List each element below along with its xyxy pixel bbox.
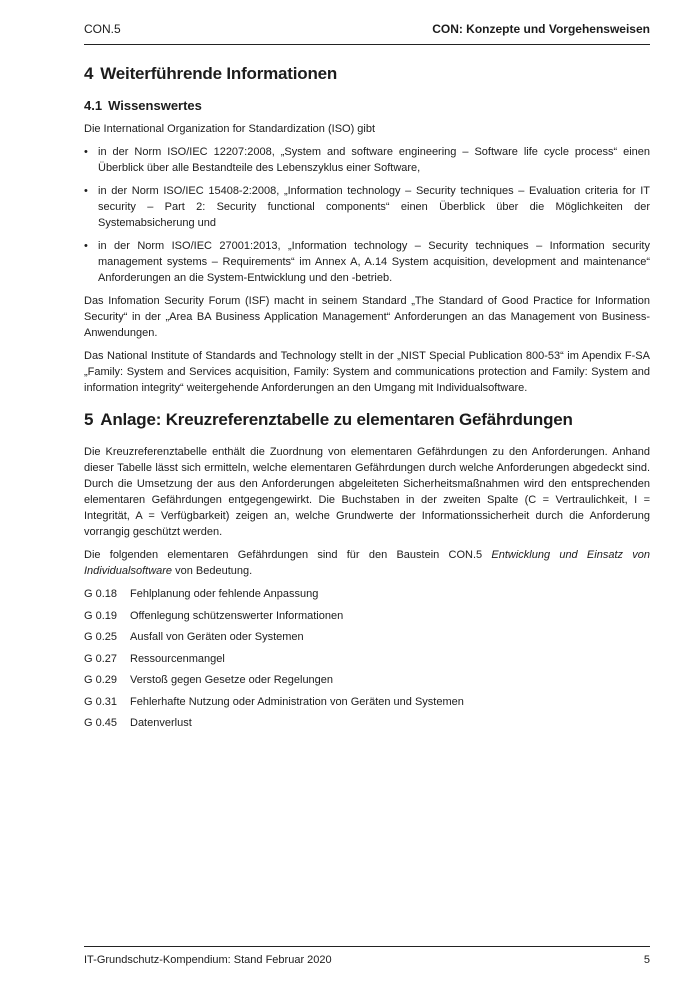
- iso-intro: Die International Organization for Standardization (ISO) gibt: [84, 123, 376, 135]
- threat-row: [84, 651, 650, 667]
- subsection-4-1-number: 4.1: [84, 98, 103, 113]
- relevant-threats-text-end: von Bedeutung.: [172, 565, 253, 577]
- threat-row: [84, 694, 650, 710]
- threat-label: Fehlplanung oder fehlende Anpassung: [130, 588, 319, 600]
- list-item: [84, 238, 650, 286]
- section-5-heading: [84, 410, 650, 430]
- threat-list: [84, 586, 650, 731]
- page-number: 5: [643, 954, 650, 966]
- bullet-icon: •: [84, 240, 88, 252]
- threat-row: [84, 608, 650, 624]
- header-chapter-title: CON: Konzepte und Vorgehensweisen: [432, 22, 650, 36]
- footer-edition: IT-Grundschutz-Kompendium: Stand Februar 2020: [84, 954, 332, 966]
- module-title-italic: Entwicklung und Einsatz von Individualsoftware: [84, 549, 650, 577]
- isf-paragraph: Das Infomation Security Forum (ISF) macht in seinem Standard „The Standard of Good Practice for Information Security“ in der „Area BA Business Application Management“ Anforderungen an das Management von Business-Anwendungen.: [84, 295, 650, 339]
- relevant-threats-paragraph: [84, 547, 650, 579]
- threat-label: Fehlerhafte Nutzung oder Administration von Geräten und Systemen: [130, 695, 464, 708]
- threat-label: Verstoß gegen Gesetze oder Regelungen: [130, 674, 334, 686]
- threat-label: Datenverlust: [130, 717, 192, 729]
- list-item-text: in der Norm ISO/IEC 15408-2:2008, „Information technology – Security techniques – Evaluation criteria for IT security – Part 2: Security functional components“ einen Überblick über die Möglichkeiten der Systemabsicherung und: [98, 185, 650, 229]
- threat-code: G 0.19: [84, 609, 118, 622]
- section-5-number: 5: [84, 410, 94, 429]
- section-4-heading: [84, 64, 650, 84]
- page-content: [84, 64, 650, 737]
- threat-code: G 0.29: [84, 674, 118, 686]
- list-item: [84, 144, 650, 176]
- nist-paragraph: Das National Institute of Standards and Technology stellt in der „NIST Special Publication 800-53“ im Apendix F-SA „Family: System and Services acquisition, Family: System and communications protection and Family: System and information integrity“ weitergehende Anforderungen an den Umgang mit Individualsoftware.: [84, 350, 650, 394]
- threat-code: G 0.31: [84, 695, 118, 708]
- threat-code: G 0.27: [84, 652, 118, 665]
- cross-reference-paragraph: Die Kreuzreferenztabelle enthält die Zuordnung von elementaren Gefährdungen zu den Anforderungen. Anhand dieser Tabelle lässt sich ermitteln, welche elementaren Gefährdungen durch welche Anforderungen abgedeckt sind. Durch die Umsetzung der aus den Anforderungen abgeleiteten Sicherheitsmaßnahmen wird den entsprechenden elementaren Gefährdungen entgegengewirkt. Die Buchstaben in der zweiten Spalte (C = Vertraulichkeit, I = Integrität, A = Verfügbarkeit) zeigen an, welche Grundwerte der Informationssicherheit durch die Anforderung vorrangig geschützt werden.: [84, 446, 650, 538]
- page-header: [84, 22, 650, 45]
- iso-standards-list: [84, 144, 650, 286]
- section-4-title: Weiterführende Informationen: [100, 64, 338, 83]
- document-page: [84, 0, 650, 990]
- threat-code: G 0.25: [84, 631, 118, 643]
- threat-label: Offenlegung schützenswerter Informationen: [130, 609, 344, 622]
- subsection-4-1-heading: [84, 98, 650, 113]
- page-footer: [84, 946, 650, 966]
- bullet-icon: •: [84, 146, 88, 158]
- list-item-text: in der Norm ISO/IEC 27001:2013, „Information technology – Security techniques – Information security management systems – Requirements“ im Annex A, A.14 System acquisition, development and maintenance“ Anforderungen an die System-Entwicklung und den -betrieb.: [98, 240, 650, 284]
- threat-label: Ressourcenmangel: [130, 652, 225, 665]
- section-5: [84, 410, 650, 731]
- list-item: [84, 183, 650, 231]
- threat-row: [84, 715, 650, 731]
- threat-row: [84, 629, 650, 645]
- threat-code: G 0.18: [84, 588, 118, 600]
- relevant-threats-text-start: Die folgenden elementaren Gefährdungen sind für den Baustein CON.5: [84, 549, 492, 561]
- threat-label: Ausfall von Geräten oder Systemen: [130, 631, 304, 643]
- section-5-title: Anlage: Kreuzreferenztabelle zu elementaren Gefährdungen: [100, 410, 573, 429]
- section-4-number: 4: [84, 64, 94, 83]
- threat-row: [84, 672, 650, 688]
- threat-code: G 0.45: [84, 717, 118, 729]
- list-item-text: in der Norm ISO/IEC 12207:2008, „System and software engineering – Software life cycle process“ einen Überblick über alle Bestandteile des Lebenszyklus einer Software,: [98, 146, 650, 174]
- threat-row: [84, 586, 650, 602]
- subsection-4-1-title: Wissenswertes: [108, 98, 202, 113]
- bullet-icon: •: [84, 185, 88, 197]
- header-module-id: CON.5: [84, 22, 121, 36]
